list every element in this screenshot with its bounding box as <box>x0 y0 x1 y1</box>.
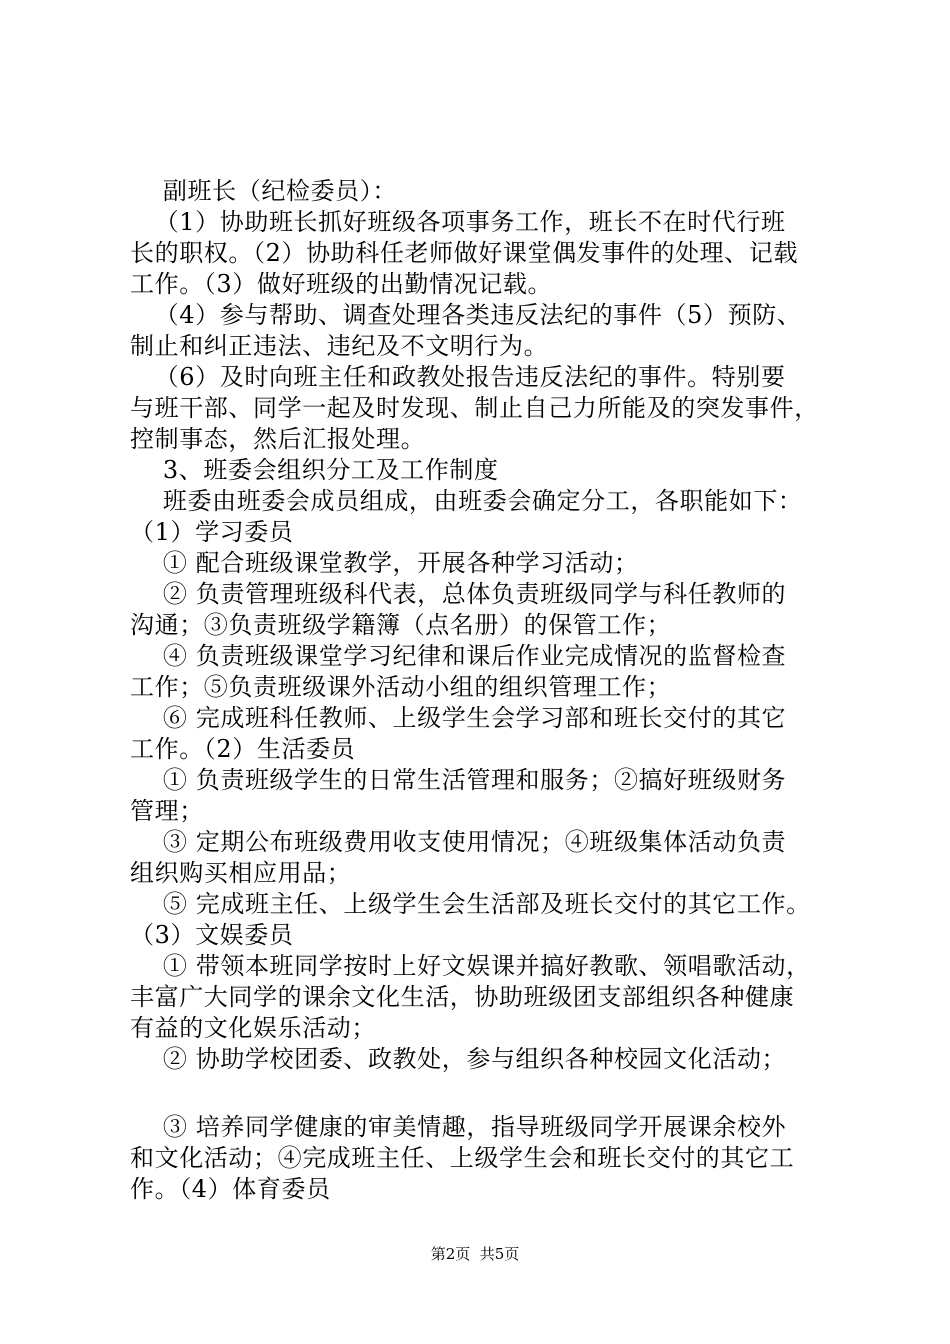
text-line: 有益的文化娱乐活动； <box>130 1014 376 1042</box>
text-line: （6）及时向班主任和政教处报告违反法纪的事件。特别要 <box>130 363 786 391</box>
text-line: ⑥ 完成班科任教师、上级学生会学习部和班长交付的其它 <box>130 704 787 732</box>
text-line: 沟通；③负责班级学籍簿（点名册）的保管工作； <box>130 611 672 639</box>
text-line: 工作。（2）生活委员 <box>130 735 356 763</box>
text-line: ① 带领本班同学按时上好文娱课并搞好教歌、领唱歌活动， <box>130 952 811 980</box>
text-line: 副班长（纪检委员）： <box>130 177 397 205</box>
text-line: ④ 负责班级课堂学习纪律和课后作业完成情况的监督检查 <box>130 642 787 670</box>
text-line: 和文化活动；④完成班主任、上级学生会和班长交付的其它工 <box>130 1144 795 1172</box>
text-line: ② 负责管理班级科代表，总体负责班级同学与科任教师的 <box>130 580 787 608</box>
text-line: 工作；⑤负责班级课外活动小组的组织管理工作； <box>130 673 672 701</box>
text-line: 控制事态，然后汇报处理。 <box>130 425 426 453</box>
text-line: 与班干部、同学一起及时发现、制止自己力所能及的突发事件， <box>130 394 819 422</box>
subsection-heading: （3）文娱委员 <box>130 921 294 949</box>
text-line: 制止和纠正违法、违纪及不文明行为。 <box>130 332 549 360</box>
text-line: （1）协助班长抓好班级各项事务工作，班长不在时代行班 <box>130 208 786 236</box>
text-line: 长的职权。（2）协助科任老师做好课堂偶发事件的处理、记载 <box>130 239 799 267</box>
text-line: 班委由班委会成员组成，由班委会确定分工，各职能如下： <box>130 487 803 515</box>
text-line: ⑤ 完成班主任、上级学生会生活部及班长交付的其它工作。 <box>130 890 811 918</box>
subsection-heading: （1）学习委员 <box>130 518 294 546</box>
text-line: 组织购买相应用品； <box>130 859 352 887</box>
text-line: ② 协助学校团委、政教处，参与组织各种校园文化活动； <box>130 1045 787 1073</box>
text-line: 作。（4）体育委员 <box>130 1175 331 1203</box>
text-line: 工作。（3）做好班级的出勤情况记载。 <box>130 270 553 298</box>
page-footer: 第2页 共5页 <box>430 1245 520 1263</box>
text-line: ③ 培养同学健康的审美情趣，指导班级同学开展课余校外 <box>130 1113 787 1141</box>
text-line: ① 负责班级学生的日常生活管理和服务；②搞好班级财务 <box>130 766 787 794</box>
text-line: 丰富广大同学的课余文化生活，协助班级团支部组织各种健康 <box>130 983 795 1011</box>
text-line: ③ 定期公布班级费用收支使用情况；④班级集体活动负责 <box>130 828 787 856</box>
text-line: 管理； <box>130 797 204 825</box>
text-line: ① 配合班级课堂教学，开展各种学习活动； <box>130 549 639 577</box>
section-heading: 3、班委会组织分工及工作制度 <box>130 456 499 484</box>
text-line: （4）参与帮助、调查处理各类违反法纪的事件（5）预防、 <box>130 301 802 329</box>
